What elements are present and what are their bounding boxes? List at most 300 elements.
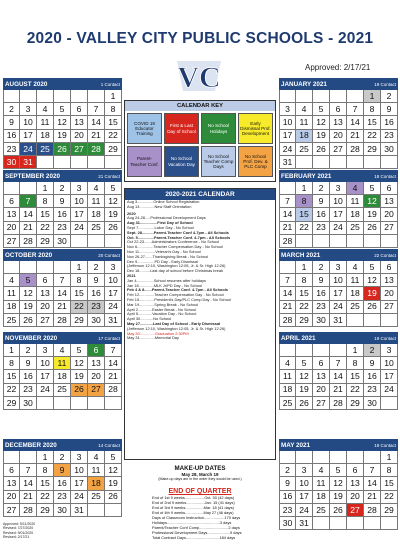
day-cell: 3 [105,261,122,274]
day-cell: 19 [296,384,313,397]
calendar-key [124,100,276,182]
day-cell: 29 [37,235,54,248]
day-cell: 12 [20,287,37,300]
day-cell: 11 [88,195,105,208]
event-line: Aug 13..............New Staff Orientation [127,203,192,209]
day-cell: 15 [37,477,54,490]
key-teacher-comp: No School Teacher Comp Days [201,146,236,177]
event-line: Nov 6...............Teacher Compensation Day - No School [127,244,223,250]
empty-day-cell [347,517,364,530]
day-cell: 11 [313,477,330,490]
day-cell: 17 [330,287,347,300]
day-cell: 16 [313,208,330,221]
day-cell: 1 [37,182,54,195]
day-cell: 2 [313,182,330,195]
day-cell: 26 [20,314,37,327]
day-cell: 4 [88,182,105,195]
day-cell: 22 [296,301,313,314]
day-cell: 25 [88,222,105,235]
day-cell: 20 [3,491,20,504]
event-line: Feb 15..............President's Day/PLC Comp Day - No School [127,296,231,302]
calendar-mar-2021 [279,249,398,327]
day-cell: 23 [313,222,330,235]
day-cell: 6 [71,103,88,116]
day-cell: 30 [54,504,71,517]
day-cell: 19 [330,491,347,504]
day-cell: 1 [105,90,122,103]
day-cell: 15 [364,116,381,129]
day-cell: 12 [54,116,71,129]
day-cell: 27 [313,397,330,410]
day-cell: 18 [88,477,105,490]
day-cell: 8 [364,103,381,116]
day-cell: 4 [54,344,71,357]
revision-line: Approved: 5/11/2020 [3,522,36,526]
day-cell: 12 [71,357,88,370]
day-cell: 19 [364,208,381,221]
month-name: FEBRUARY 2021 [281,172,332,180]
day-cell: 25 [279,397,296,410]
day-cell: 10 [37,357,54,370]
day-cell: 16 [88,287,105,300]
empty-day-cell [54,261,71,274]
day-cell: 8 [296,195,313,208]
day-cell: 5 [364,182,381,195]
day-cell: 5 [105,182,122,195]
events-title: 2020-2021 CALENDAR [125,189,275,200]
day-cell: 11 [3,287,20,300]
empty-day-cell [381,314,398,327]
empty-day-cell [54,397,71,410]
day-cell: 31 [296,517,313,530]
calendar-aug-2020 [3,78,122,169]
makeup-title: MAKE-UP DATES [174,465,226,472]
day-cell: 12 [330,477,347,490]
day-cell: 25 [347,301,364,314]
day-cell: 10 [105,274,122,287]
day-cell: 18 [296,130,313,143]
day-cell: 31 [71,504,88,517]
empty-day-cell [364,314,381,327]
day-cell: 21 [279,222,296,235]
empty-day-cell [347,235,364,248]
day-cell: 17 [330,208,347,221]
empty-day-cell [330,344,347,357]
day-cell: 13 [381,195,398,208]
day-cell: 20 [381,287,398,300]
day-cell: 16 [20,370,37,383]
day-cell: 27 [381,301,398,314]
day-cell: 4 [313,464,330,477]
day-cell: 30 [364,397,381,410]
day-cell: 6 [88,344,105,357]
day-cell: 26 [296,397,313,410]
day-cell: 30 [313,314,330,327]
key-covid-training: COVID 19 Educator Training [127,113,162,144]
empty-day-cell [279,451,296,464]
day-cell: 11 [347,274,364,287]
day-cell: 9 [313,274,330,287]
event-line: Sept 7...............Labor Day - No School [127,224,194,230]
empty-day-cell [37,397,54,410]
day-cell: 8 [347,357,364,370]
day-cell: 28 [279,314,296,327]
day-cell: 3 [330,261,347,274]
day-cell: 26 [330,504,347,517]
day-cell: 13 [347,477,364,490]
eoq-line: Parent/Teacher Conf Comp...........................2 days [152,525,240,530]
day-grid [279,344,398,410]
day-cell: 27 [381,222,398,235]
day-cell: 28 [279,235,296,248]
empty-day-cell [313,451,330,464]
contact-count: 17 Contact [98,335,120,341]
event-line: April 30............No School [127,316,172,322]
event-line: April 5.............Vacation Day - No School [127,311,197,317]
event-line: 2020 [127,210,136,216]
day-cell: 22 [3,384,20,397]
day-cell: 16 [279,491,296,504]
day-cell: 25 [296,143,313,156]
day-cell: 21 [347,130,364,143]
day-cell: 21 [88,130,105,143]
day-cell: 6 [347,464,364,477]
empty-day-cell [88,504,105,517]
day-cell: 1 [364,90,381,103]
day-cell: 21 [330,384,347,397]
day-cell: 3 [381,344,398,357]
empty-day-cell [279,261,296,274]
day-cell: 10 [330,195,347,208]
event-line: April 2.............Easter Break - No School [127,306,196,312]
empty-day-cell [330,156,347,169]
empty-day-cell [88,156,105,169]
contact-count: 19 Contact [374,442,396,448]
empty-day-cell [3,261,20,274]
day-cell: 13 [88,357,105,370]
day-cell: 29 [381,504,398,517]
day-cell: 18 [279,384,296,397]
day-cell: 2 [3,103,20,116]
day-cell: 19 [364,287,381,300]
calendar-nov-2020 [3,332,122,410]
day-cell: 7 [20,464,37,477]
day-cell: 19 [313,130,330,143]
day-cell: 26 [54,143,71,156]
day-cell: 14 [88,116,105,129]
event-line: May 30..............Graduation 2:30PM [127,330,189,336]
day-cell: 25 [3,314,20,327]
day-cell: 26 [105,222,122,235]
day-cell: 23 [279,504,296,517]
empty-day-cell [105,156,122,169]
day-cell: 5 [105,451,122,464]
empty-day-cell [105,504,122,517]
month-name: DECEMBER 2020 [5,441,57,449]
day-cell: 15 [381,477,398,490]
day-cell: 28 [54,314,71,327]
day-cell: 21 [20,222,37,235]
day-cell: 26 [71,384,88,397]
day-cell: 24 [381,384,398,397]
day-cell: 29 [37,504,54,517]
empty-day-cell [381,397,398,410]
day-grid [3,451,122,517]
day-cell: 5 [364,261,381,274]
day-cell: 17 [296,491,313,504]
svg-text:VC: VC [177,61,221,94]
day-cell: 30 [279,517,296,530]
day-cell: 16 [364,370,381,383]
day-cell: 5 [313,103,330,116]
day-cell: 7 [88,103,105,116]
day-cell: 11 [296,116,313,129]
day-cell: 16 [54,477,71,490]
empty-day-cell [279,182,296,195]
day-cell: 4 [347,182,364,195]
empty-day-cell [330,517,347,530]
event-line: Nov 26-27.......Thanksgiving Break - No School [127,253,209,259]
event-line: Aug 31................First Day of School [127,220,193,226]
day-cell: 29 [364,143,381,156]
day-cell: 22 [347,384,364,397]
day-cell: 14 [279,287,296,300]
day-grid [279,182,398,248]
day-cell: 12 [313,116,330,129]
event-line: Aug 24-28.....Professional Development Days [127,215,206,221]
calendar-apr-2021 [279,332,398,410]
page-title: 2020 - VALLEY CITY PUBLIC SCHOOLS - 2021 [26,30,374,47]
day-cell: 28 [88,143,105,156]
empty-day-cell [330,90,347,103]
day-cell: 10 [71,464,88,477]
eoq-line: End of 2nd 9 weeks.................Jan. 15 (41 days) [152,500,235,505]
day-cell: 12 [296,370,313,383]
day-cell: 20 [330,130,347,143]
day-cell: 23 [3,143,20,156]
day-cell: 24 [71,491,88,504]
day-cell: 8 [71,274,88,287]
day-cell: 22 [37,491,54,504]
empty-day-cell [313,156,330,169]
day-cell: 11 [347,195,364,208]
event-line: Dec 9................PD Day - Early Dismissal [127,258,198,264]
day-cell: 26 [105,491,122,504]
day-cell: 4 [279,357,296,370]
day-cell: 11 [54,357,71,370]
day-cell: 17 [381,370,398,383]
event-line: Nov 11...............Veteran's Day - No School [127,248,201,254]
empty-day-cell [54,156,71,169]
empty-day-cell [347,156,364,169]
empty-day-cell [313,235,330,248]
empty-day-cell [20,261,37,274]
day-cell: 19 [54,130,71,143]
day-cell: 1 [296,261,313,274]
day-cell: 18 [37,130,54,143]
day-cell: 31 [330,314,347,327]
day-cell: 10 [330,274,347,287]
day-cell: 9 [88,274,105,287]
event-line: Jan 4................School resumes after holidays [127,277,206,283]
day-cell: 9 [54,195,71,208]
day-cell: 22 [71,301,88,314]
day-cell: 18 [54,370,71,383]
empty-day-cell [347,90,364,103]
day-cell: 1 [71,261,88,274]
day-cell: 21 [105,370,122,383]
vc-logo [175,55,223,97]
month-name: JANUARY 2021 [281,80,327,88]
empty-day-cell [347,451,364,464]
day-cell: 11 [88,464,105,477]
empty-day-cell [313,517,330,530]
month-name: MAY 2021 [281,441,311,449]
day-cell: 10 [279,116,296,129]
day-cell: 24 [20,143,37,156]
key-vacation-day: No School Vacation Day [164,146,199,177]
day-cell: 5 [54,103,71,116]
calendar-dec-2020 [3,439,122,517]
day-cell: 15 [3,370,20,383]
month-name: SEPTEMBER 2020 [5,172,60,180]
empty-day-cell [296,156,313,169]
day-cell: 13 [330,116,347,129]
empty-day-cell [71,235,88,248]
day-cell: 3 [296,464,313,477]
day-cell: 29 [105,143,122,156]
day-cell: 16 [381,116,398,129]
empty-day-cell [381,156,398,169]
empty-day-cell [313,90,330,103]
day-cell: 24 [330,222,347,235]
day-cell: 25 [347,222,364,235]
day-cell: 27 [37,314,54,327]
day-cell: 30 [54,235,71,248]
day-cell: 20 [71,130,88,143]
empty-day-cell [71,156,88,169]
empty-day-cell [296,344,313,357]
day-cell: 20 [313,384,330,397]
empty-day-cell [330,235,347,248]
day-cell: 24 [105,301,122,314]
key-prof-dev-plc: No School Prof. Dev. & PLC Comp [238,146,273,177]
day-cell: 21 [279,301,296,314]
day-cell: 4 [296,103,313,116]
eoq-line: Holidays.................................................3 days [152,520,232,525]
contact-count: 20 Contact [98,252,120,258]
empty-day-cell [381,517,398,530]
makeup-list: May 28, March 19 [181,472,219,477]
day-cell: 19 [20,301,37,314]
day-cell: 4 [347,261,364,274]
day-cell: 9 [3,116,20,129]
day-cell: 14 [347,116,364,129]
eoq-line: End of 4th 9 weeks.................May 27 (46 days) [152,510,234,515]
day-cell: 12 [364,274,381,287]
event-line: May 31..............Memorial Day [127,335,179,341]
day-cell: 4 [3,274,20,287]
day-cell: 2 [381,90,398,103]
day-cell: 8 [105,103,122,116]
day-cell: 19 [105,477,122,490]
day-cell: 22 [364,130,381,143]
event-line: Oct. 5...............Parent-Teacher Conf. 4-7pm - All Schools [127,234,231,240]
calendar-jan-2021 [279,78,398,169]
day-cell: 13 [3,477,20,490]
day-cell: 30 [88,314,105,327]
event-line: Feb 4 & 8.......Parent-Teacher Conf. 4-7pm - All Schools [127,287,228,293]
day-cell: 23 [54,491,71,504]
day-cell: 9 [313,195,330,208]
day-cell: 6 [313,357,330,370]
empty-day-cell [54,90,71,103]
day-cell: 4 [88,451,105,464]
day-cell: 22 [381,491,398,504]
empty-day-cell [296,451,313,464]
day-cell: 28 [20,235,37,248]
day-cell: 31 [105,314,122,327]
day-cell: 15 [37,208,54,221]
empty-day-cell [20,182,37,195]
day-cell: 9 [364,357,381,370]
day-cell: 3 [330,182,347,195]
key-first-last-day: First & Last Day of School [164,113,199,144]
day-cell: 27 [88,384,105,397]
day-cell: 28 [330,397,347,410]
day-cell: 23 [313,301,330,314]
day-cell: 12 [364,195,381,208]
revision-line: Revised: 7/27/2020 [3,526,34,531]
empty-day-cell [296,90,313,103]
events-list [124,188,276,460]
day-cell: 27 [3,235,20,248]
contact-count: 1 Contact [100,81,120,87]
day-cell: 18 [347,208,364,221]
day-cell: 2 [279,464,296,477]
day-cell: 27 [3,504,20,517]
day-grid [279,90,398,169]
day-cell: 10 [381,357,398,370]
day-cell: 17 [20,130,37,143]
day-cell: 5 [20,274,37,287]
day-cell: 12 [105,464,122,477]
empty-day-cell [88,397,105,410]
day-cell: 30 [3,156,20,169]
event-line: May 27............Last Day of School - Early Dismissal [127,320,221,326]
day-cell: 1 [347,344,364,357]
empty-day-cell [105,397,122,410]
makeup-dates [124,465,276,481]
day-grid [3,344,122,410]
day-cell: 24 [296,504,313,517]
day-cell: 13 [71,116,88,129]
day-cell: 18 [347,287,364,300]
day-cell: 17 [279,130,296,143]
day-cell: 9 [279,477,296,490]
day-cell: 21 [20,491,37,504]
contact-count: 14 Contact [98,442,120,448]
day-cell: 13 [313,370,330,383]
eoq-line: End of 3rd 9 weeks.................Mar. 18 (41 days) [152,505,234,510]
day-cell: 20 [3,222,20,235]
empty-day-cell [279,90,296,103]
day-cell: 28 [347,143,364,156]
empty-day-cell [347,314,364,327]
day-cell: 14 [20,208,37,221]
day-grid [279,451,398,530]
day-cell: 25 [88,491,105,504]
